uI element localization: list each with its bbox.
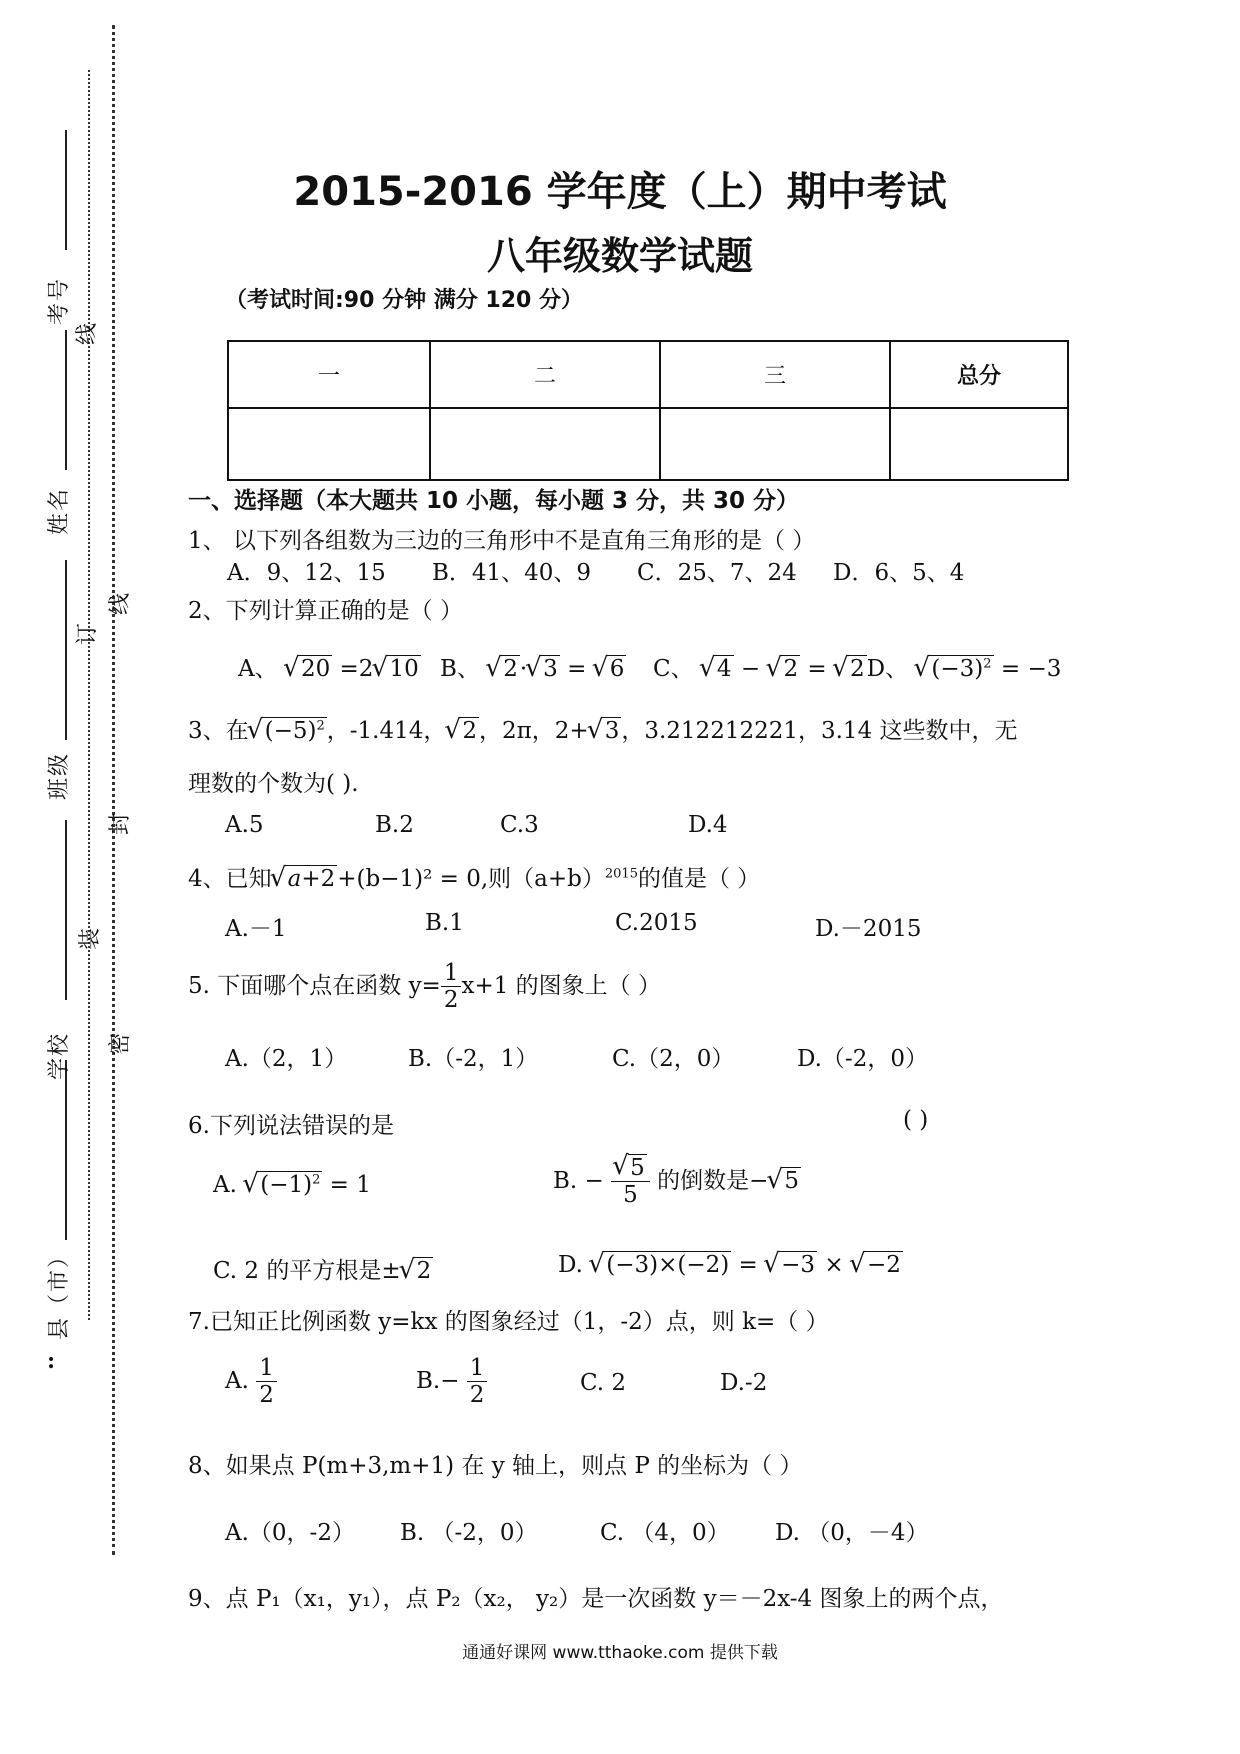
q8-stem: 8、如果点 P(m+3,m+1) 在 y 轴上，则点 P 的坐标为（ ） <box>188 1453 803 1479</box>
q3-stem-post: ，-1.414， <box>326 718 447 744</box>
fraction-one-half-a: $\frac{1}{2}$ <box>256 1355 277 1409</box>
q1-option-c: C．25、7、24 <box>637 560 797 586</box>
q6-c-prefix: C. 2 的平方根是± <box>213 1258 401 1284</box>
q6-option-d: D. √ (−3)×(−2) = √ −3 × √ −2 <box>558 1252 903 1278</box>
q8-option-c: C. （4，0） <box>600 1520 730 1546</box>
score-header-2: 二 <box>430 341 660 408</box>
q3-line2: 理数的个数为( ). <box>188 771 359 797</box>
exam-info: （考试时间:90 分钟 满分 120 分） <box>225 288 583 313</box>
fraction-one-half-b: $\frac{1}{2}$ <box>467 1355 488 1409</box>
exam-subtitle: 八年级数学试题 <box>486 234 753 278</box>
q3-option-d: D.4 <box>688 812 728 838</box>
score-header-1: 一 <box>228 341 430 408</box>
q4-stem-end: 的值是（ ） <box>637 866 761 892</box>
q2-option-c: C、 √ 4 − √ 2 = √ 2D、 √ $(-3)^2 = -3$ <box>653 650 1061 683</box>
sqrt-2b: √ 2 <box>767 656 800 682</box>
page-footer: 通通好课网 www.tthaoke.com 提供下载 <box>462 1643 778 1663</box>
sqrt-neg5-sq: √ $(-5)^2$ <box>249 718 327 744</box>
q6-option-c <box>213 1252 433 1285</box>
sqrt-product: √ (−3)×(−2) <box>590 1252 731 1278</box>
sqrt-3: √ 3 <box>527 656 560 682</box>
q6-b-prefix: B. − <box>553 1167 604 1194</box>
q4-stem-pre: 4、已知 <box>188 866 272 892</box>
q6-stem: 6.下列说法错误的是 <box>188 1113 394 1139</box>
score-cell-total[interactable] <box>890 408 1068 480</box>
margin-mark-xian-2: 线 <box>108 590 133 615</box>
sqrt-4: √ 4 <box>701 656 734 682</box>
q4-option-a: A.－1 <box>225 916 287 942</box>
exam-title: 2015-2016 学年度（上）期中考试 <box>293 169 947 215</box>
q7-option-a <box>225 1355 277 1409</box>
fraction-sqrt5-over-5: √ $\frac{5}{5}$ <box>611 1155 650 1209</box>
margin-colon: : <box>47 1348 56 1374</box>
sqrt-a-plus-2: √ a+2 <box>272 866 338 892</box>
score-cell-1[interactable] <box>228 408 430 480</box>
q8-option-b: B. （-2，0） <box>400 1520 538 1546</box>
sqrt-neg3: √ −3 <box>765 1252 817 1278</box>
sqrt-6: √ 6 <box>594 656 627 682</box>
q7-option-d: D.-2 <box>720 1370 768 1396</box>
q3-option-b: B.2 <box>375 812 414 838</box>
margin-label-kaohao: 考号 <box>47 276 72 325</box>
sqrt-10: √ 10 <box>373 656 420 682</box>
q7-option-c: C. 2 <box>580 1370 627 1396</box>
blank-line-xingming <box>65 330 67 470</box>
margin-mark-mi: 密 <box>108 1030 133 1055</box>
q4-exponent: 2015 <box>604 866 638 882</box>
q4-stem <box>188 860 760 893</box>
blank-line-xian <box>65 1060 67 1240</box>
blank-line-xuexiao <box>65 820 67 1000</box>
sqrt-2: √ 2 <box>487 656 520 682</box>
q5-stem-post: x+1 的图象上（ ） <box>461 972 661 999</box>
q7-stem: 7.已知正比例函数 y=kx 的图象经过（1，-2）点，则 k=（ ） <box>188 1309 829 1335</box>
sqrt-2c: √ 2 <box>834 656 867 682</box>
q6-a-prefix: A. <box>213 1172 237 1198</box>
margin-mark-ding: 订 <box>75 620 100 645</box>
sqrt-20: √ 20 <box>285 656 332 682</box>
q2-option-a: A、 √ 20 =2√ 10 <box>238 650 421 683</box>
q9-stem: 9、点 P₁（x₁，y₁），点 P₂（x₂， y₂）是一次函数 y＝－2x-4 图象上的两个点， <box>188 1586 1004 1612</box>
q1-option-a: A．9、12、15 <box>227 560 386 586</box>
q6-option-a: A. √ $(-1)^2 = 1$ <box>213 1172 371 1198</box>
sqrt-neg3-sq: √ $(-3)^2$ <box>915 656 993 682</box>
sqrt-5b: √ 5 <box>768 1168 801 1194</box>
fraction-one-half: $\frac{1}{2}$ <box>441 960 462 1014</box>
q6-option-b <box>553 1155 801 1209</box>
q3-stem-post3: ，3.212212221，3.14 这些数中，无 <box>621 718 1018 744</box>
sqrt-2d: √ 2 <box>446 718 479 744</box>
margin-label-banji: 班级 <box>47 751 72 800</box>
q4-stem-post: +(b−1)² = 0,则（a+b） <box>337 866 605 892</box>
q1-stem: 1、 以下列各组数为三边的三角形中不是直角三角形的是（ ） <box>188 528 816 554</box>
sqrt-3b: √ 3 <box>589 718 622 744</box>
q3-option-c: C.3 <box>500 812 539 838</box>
q5-option-c: C.（2，0） <box>612 1046 735 1072</box>
margin-label-xuexiao: 学校 <box>47 1031 72 1080</box>
q7-b-prefix: B.− <box>416 1367 460 1394</box>
q2-option-b: B、 √ 2·√ 3 = √ 6 <box>440 650 626 683</box>
q3-stem-post2: ，2π，2+ <box>479 718 589 744</box>
q2-b-prefix: B、 <box>440 656 480 682</box>
score-cell-3[interactable] <box>660 408 890 480</box>
section-title: 一、选择题（本大题共 10 小题，每小题 3 分，共 30 分） <box>188 488 800 514</box>
q8-option-a: A.（0，-2） <box>225 1520 355 1546</box>
score-table <box>227 340 1069 481</box>
q6-d-prefix: D. <box>558 1252 583 1278</box>
q1-option-d: D．6、5、4 <box>833 560 965 586</box>
q2-d-prefix: D、 <box>866 656 909 682</box>
q5-option-a: A.（2，1） <box>225 1046 348 1072</box>
q5-option-d: D.（-2，0） <box>797 1046 928 1072</box>
q4-option-d: D.－2015 <box>815 916 922 942</box>
q5-stem-pre: 5. 下面哪个点在函数 y= <box>188 972 441 999</box>
q8-option-d: D. （0，－4） <box>775 1520 929 1546</box>
q3-option-a: A.5 <box>225 812 264 838</box>
q7-option-b <box>416 1355 487 1409</box>
q3-stem <box>188 712 1018 745</box>
sqrt-neg1-sq: √ $(-1)^2$ <box>244 1172 322 1198</box>
q6-b-post: 的倒数是− <box>657 1167 769 1194</box>
sqrt-neg2: √ −2 <box>851 1252 903 1278</box>
q5-stem <box>188 960 661 1014</box>
margin-mark-zhuang: 装 <box>78 925 103 950</box>
q2-c-prefix: C、 <box>653 656 694 682</box>
q1-option-b: B．41、40、9 <box>432 560 592 586</box>
q7-a-prefix: A. <box>225 1367 249 1394</box>
score-header-total: 总分 <box>890 341 1068 408</box>
score-header-3: 三 <box>660 341 890 408</box>
q2-stem: 2、下列计算正确的是（ ） <box>188 598 463 624</box>
sqrt-5: √ 5 <box>614 1155 647 1181</box>
margin-mark-xian-1: 线 <box>75 320 100 345</box>
margin-label-xian: 县（市） <box>47 1243 72 1340</box>
sqrt-2e: √ 2 <box>401 1258 434 1284</box>
q5-option-b: B.（-2，1） <box>408 1046 539 1072</box>
margin-label-xingming: 姓名 <box>47 486 72 535</box>
blank-line-banji <box>65 560 67 740</box>
q3-stem-pre: 3、在 <box>188 718 249 744</box>
margin-mark-feng: 封 <box>108 810 133 835</box>
score-cell-2[interactable] <box>430 408 660 480</box>
q2-a-prefix: A、 <box>238 656 278 682</box>
q6-answer-paren: ( ) <box>903 1107 929 1133</box>
q4-option-c: C.2015 <box>615 910 698 936</box>
q4-option-b: B.1 <box>425 910 464 936</box>
